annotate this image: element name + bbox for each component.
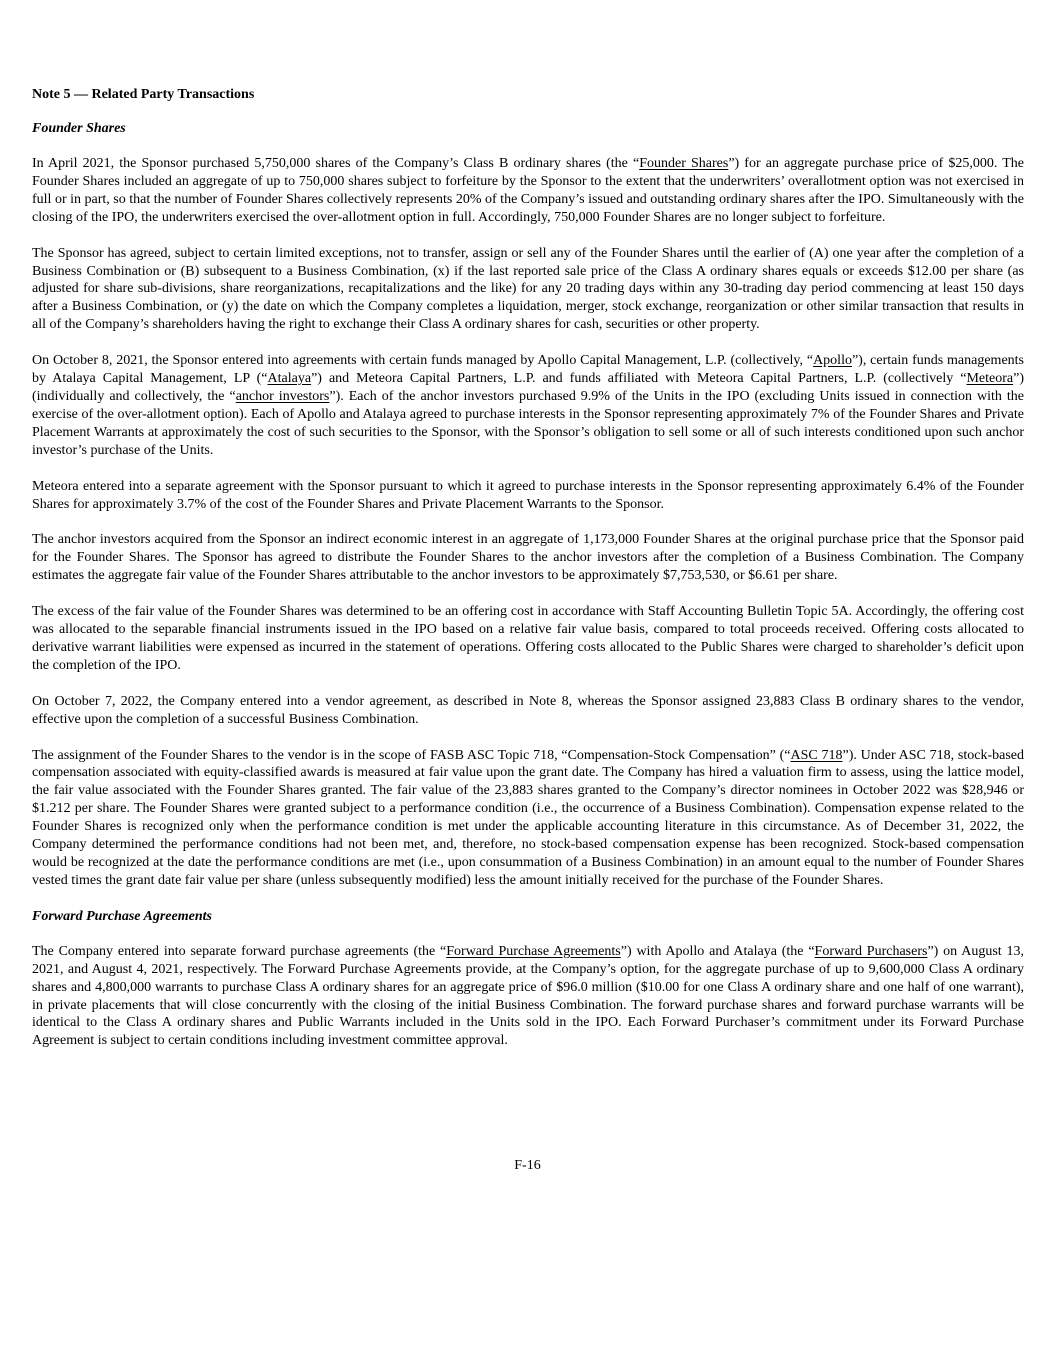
founder-shares-paragraph-8 xyxy=(32,747,1024,890)
founder-shares-paragraph-3 xyxy=(32,352,1024,459)
text-run: ”). Each of the anchor investors purchased 9.9% of the Units in the IPO (excluding Units issued in connection with the exercise of the over-allotment option). Each of Apollo and Atalaya agreed to purchase interests in the Sponsor representing approximately 7% of the Founder Shares and Private Placement Warrants at approximately the cost of such securities to the Sponsor, with the Sponsor’s obligation to sell some or all of such interests conditioned upon such anchor investor’s purchase of the Units. xyxy=(32,388,1025,458)
defined-term-founder-shares: Founder Shares xyxy=(639,156,729,171)
founder-shares-paragraph-1 xyxy=(32,155,1024,227)
text-run: On October 8, 2021, the Sponsor entered into agreements with certain funds managed by Apollo Capital Management, L.P. (collectively, “ xyxy=(32,353,814,369)
section-title-founder-shares: Founder Shares xyxy=(32,121,126,136)
text-run: ”) and Meteora Capital Partners, L.P. and funds affiliated with Meteora Capital Partners, L.P. (collectively “ xyxy=(311,371,967,387)
defined-term-atalaya: Atalaya xyxy=(267,371,312,387)
founder-shares-paragraph-5: The anchor investors acquired from the Sponsor an indirect economic interest in an aggregate of 1,173,000 Founder Shares at the original purchase price that the Sponsor paid for the Founder Shares. The Sponsor has agreed to distribute the Founder Shares to the anchor investors after the completion of a Business Combination. The Company estimates the aggregate fair value of the Founder Shares attributable to the anchor investors to be approximately $7,753,530, or $6.61 per share. xyxy=(32,532,1024,584)
defined-term-meteora: Meteora xyxy=(966,371,1014,387)
page-number: F-16 xyxy=(514,1158,541,1173)
text-run: In April 2021, the Sponsor purchased 5,750,000 shares of the Company’s Class B ordinary shares (the “ xyxy=(32,156,640,171)
defined-term-anchor-investors: anchor investors xyxy=(235,388,330,404)
forward-purchase-paragraph-1 xyxy=(32,943,1024,1050)
founder-shares-paragraph-4: Meteora entered into a separate agreement with the Sponsor pursuant to which it agreed to purchase interests in the Sponsor representing approximately 6.4% of the Founder Shares for approximately 3.7% of the cost of the Founder Shares and Private Placement Warrants to the Sponsor. xyxy=(32,478,1024,512)
founder-shares-paragraph-6: The excess of the fair value of the Founder Shares was determined to be an offering cost in accordance with Staff Accounting Bulletin Topic 5A. Accordingly, the offering cost was allocated to the separable financial instruments issued in the IPO based on a relative fair value basis, compared to total proceeds received. Offering costs allocated to derivative warrant liabilities were expensed as incurred in the statement of operations. Offering costs allocated to the Public Shares were charged to shareholder’s deficit upon the completion of the IPO. xyxy=(32,604,1024,673)
text-run: The Company entered into separate forward purchase agreements (the “ xyxy=(32,943,447,959)
section-title-forward-purchase-agreements: Forward Purchase Agreements xyxy=(32,908,212,924)
text-run: ”), certain funds managements by Atalaya Capital Management, LP (“ xyxy=(32,353,1024,387)
text-run: ”) on August 13, 2021, and August 4, 2021, respectively. The Forward Purchase Agreements provide, at the Company’s option, for the aggregate purchase of up to 9,600,000 Class A ordinary shares and 4,800,000 warrants to purchase Class A ordinary shares for an aggregate price of $96.0 million ($10.00 for one Class A ordinary share and one half of one warrant), in private placements that will close concurrently with the closing of the initial Business Combination. The forward purchase shares and forward purchase warrants will be identical to the Class A ordinary shares and Public Warrants included in the Units sold in the IPO. Each Forward Purchaser’s commitment under its Forward Purchase Agreement is subject to certain conditions including investment committee approval. xyxy=(32,943,1024,1049)
defined-term-apollo: Apollo xyxy=(813,353,852,369)
text-run: ”) (individually and collectively, the “ xyxy=(32,371,1024,404)
text-run: ”) with Apollo and Atalaya (the “ xyxy=(620,943,815,959)
defined-term-forward-purchasers: Forward Purchasers xyxy=(814,943,928,959)
text-run: The assignment of the Founder Shares to the vendor is in the scope of FASB ASC Topic 718, “Compensation-Stock Compensation” (“ xyxy=(32,747,791,763)
text-run: ”) for an aggregate purchase price of $25,000. The Founder Shares included an aggregate of up to 750,000 shares subject to forfeiture by the Sponsor to the extent that the underwriters’ overallotment option was not exercised in full or in part, so that the number of Founder Shares collectively represents 20% of the Company’s issued and outstanding ordinary shares after the IPO. Simultaneously with the closing of the IPO, the underwriters exercised the over-allotment option in full. Accordingly, 750,000 Founder Shares are no longer subject to forfeiture. xyxy=(32,156,1024,225)
founder-shares-paragraph-2: The Sponsor has agreed, subject to certain limited exceptions, not to transfer, assign or sell any of the Founder Shares until the earlier of (A) one year after the completion of a Business Combination or (B) subsequent to a Business Combination, (x) if the last reported sale price of the Class A ordinary shares equals or exceeds $12.00 per share (as adjusted for share sub-divisions, share reorganizations, recapitalizations and the like) for any 20 trading days within any 30-trading day period commencing at least 150 days after a Business Combination, or (y) the date on which the Company completes a liquidation, merger, stock exchange, reorganization or other similar transaction that results in all of the Company’s shareholders having the right to exchange their Class A ordinary shares for cash, securities or other property. xyxy=(32,245,1024,333)
founder-shares-paragraph-7: On October 7, 2022, the Company entered into a vendor agreement, as described in Note 8, whereas the Sponsor assigned 23,883 Class B ordinary shares to the vendor, effective upon the completion of a successful Business Combination. xyxy=(32,693,1024,727)
note-title: Note 5 — Related Party Transactions xyxy=(32,87,255,102)
defined-term-forward-purchase-agreements: Forward Purchase Agreements xyxy=(446,943,621,959)
text-run: ”). Under ASC 718, stock-based compensation associated with equity-classified awards is measured at fair value upon the grant date. The Company has hired a valuation firm to assess, using the lattice model, the fair value associated with the Founder Shares granted. The fair value of the 23,883 shares granted to the Company’s director nominees in October 2022 was $28,946 or $1.212 per share. The Founder Shares were granted subject to a performance condition (i.e., the occurrence of a Business Combination). Compensation expense related to the Founder Shares is recognized only when the performance condition is met under the applicable accounting literature in this circumstance. As of December 31, 2022, the Company determined the performance conditions had not been met, and, therefore, no stock-based compensation expense has been recognized. Stock-based compensation would be recognized at the date the performance conditions are met (i.e., upon consummation of a Business Combination) in an amount equal to the number of Founder Shares vested times the grant date fair value per share (unless subsequently modified) less the amount initially received for the purchase of the Founder Shares. xyxy=(32,747,1024,888)
defined-term-asc-718: ASC 718 xyxy=(790,747,843,763)
document-page xyxy=(32,86,1024,1068)
